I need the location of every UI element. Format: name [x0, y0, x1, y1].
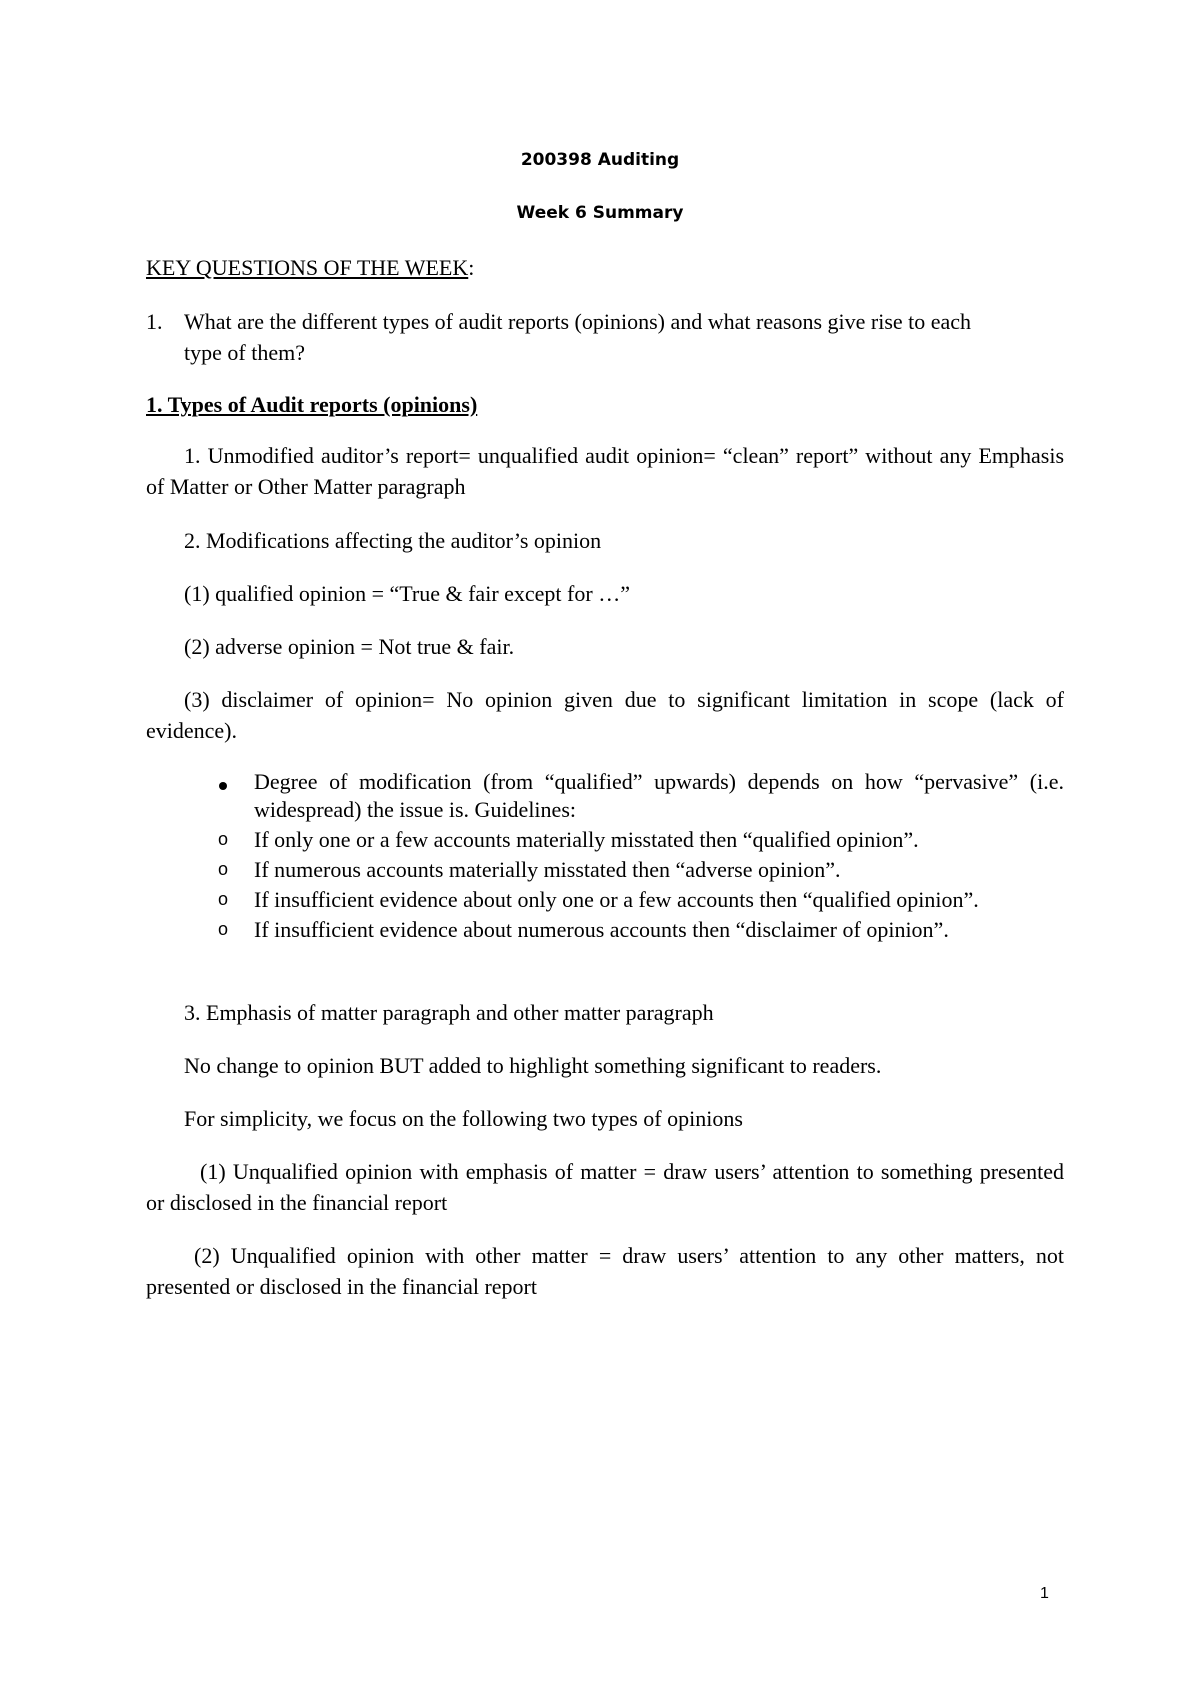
guideline-item: If insufficient evidence about only one or a few accounts then “qualified opinion”.	[254, 887, 979, 912]
adverse-opinion-item: (2) adverse opinion = Not true & fair.	[184, 634, 515, 659]
emphasis-of-matter-opinion: (1) Unqualified opinion with emphasis of matter = draw users’ attention to something presented or disclosed in the financial report	[146, 1159, 1064, 1215]
section-heading: 1. Types of Audit reports (opinions)	[146, 392, 478, 417]
circle-bullet-icon: o	[218, 829, 229, 849]
emphasis-matter-paragraph: 3. Emphasis of matter paragraph and other matter paragraph	[184, 1000, 714, 1025]
key-questions-heading	[146, 252, 474, 283]
question-line-2: type of them?	[184, 340, 305, 365]
circle-bullet-icon: o	[218, 889, 229, 909]
other-matter-opinion: (2) Unqualified opinion with other matter = draw users’ attention to any other matters, not presented or disclosed in the financial report	[146, 1243, 1064, 1299]
circle-bullet-icon: o	[218, 859, 229, 879]
guideline-item: If numerous accounts materially misstated then “adverse opinion”.	[254, 857, 841, 882]
simplicity-paragraph: For simplicity, we focus on the following two types of opinions	[184, 1106, 743, 1131]
no-change-paragraph: No change to opinion BUT added to highlight something significant to readers.	[184, 1053, 882, 1078]
page-number: 1	[1040, 1585, 1049, 1602]
pervasive-guideline-bullet: Degree of modification (from “qualified” upwards) depends on how “pervasive” (i.e. widespread) the issue is. Guidelines:	[254, 769, 1064, 822]
question-number: 1.	[146, 309, 163, 334]
circle-bullet-icon: o	[218, 919, 229, 939]
question-line-1: What are the different types of audit reports (opinions) and what reasons give rise to each	[184, 309, 972, 334]
modifications-paragraph: 2. Modifications affecting the auditor’s opinion	[184, 528, 602, 553]
key-questions-heading-colon: :	[468, 255, 475, 280]
key-questions-heading-text: KEY QUESTIONS OF THE WEEK	[146, 255, 469, 280]
unmodified-report-paragraph: 1. Unmodified auditor’s report= unqualified audit opinion= “clean” report” without any Emphasis of Matter or Other Matter paragraph	[146, 443, 1064, 499]
course-title: 200398 Auditing	[520, 150, 680, 170]
guideline-item: If only one or a few accounts materially misstated then “qualified opinion”.	[254, 827, 919, 852]
disclaimer-opinion-item: (3) disclaimer of opinion= No opinion given due to significant limitation in scope (lack of evidence).	[146, 687, 1064, 743]
qualified-opinion-item: (1) qualified opinion = “True & fair except for …”	[184, 581, 630, 606]
bullet-icon	[219, 782, 227, 790]
week-subtitle: Week 6 Summary	[516, 203, 684, 223]
guideline-item: If insufficient evidence about numerous accounts then “disclaimer of opinion”.	[254, 917, 949, 942]
